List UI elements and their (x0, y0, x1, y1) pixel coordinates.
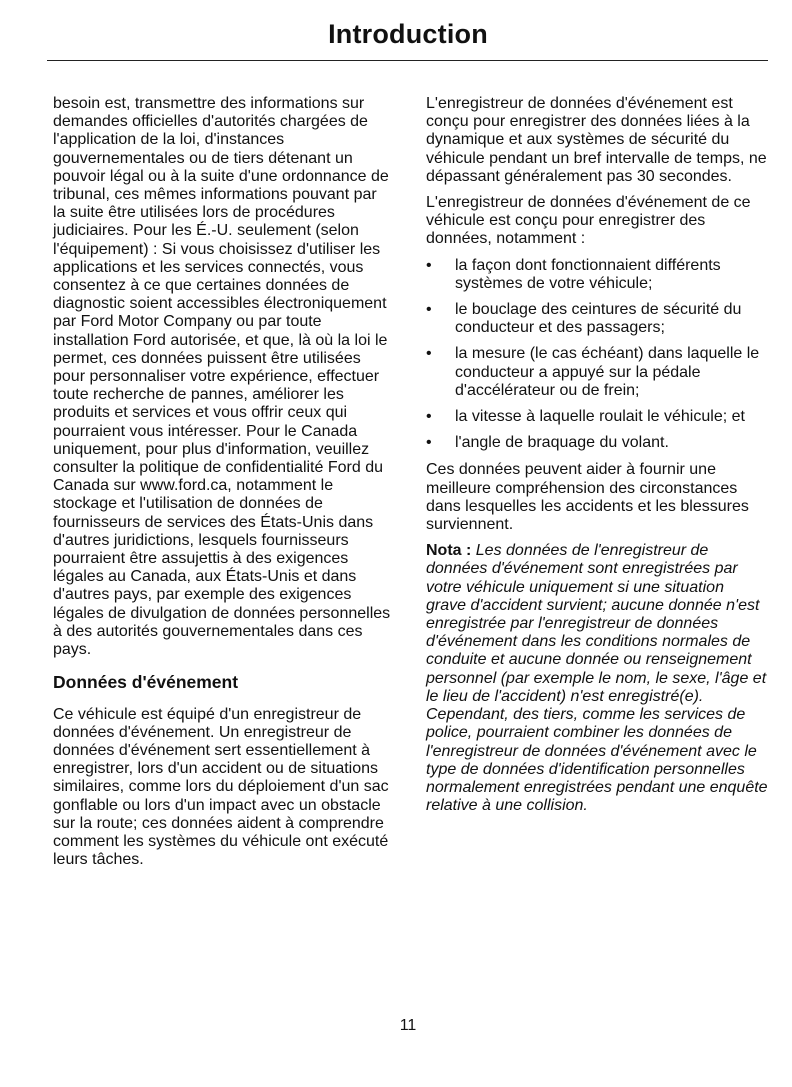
page-title: Introduction (328, 19, 488, 49)
list-item-text: la vitesse à laquelle roulait le véhicule; et (455, 408, 745, 426)
recorded-data-list (426, 257, 768, 453)
list-item (426, 301, 768, 337)
paragraph-recording-window: L'enregistreur de données d'événement est conçu pour enregistrer des données liées à la dynamique et aux systèmes de sécurité du véhicule pendant un bref intervalle de temps, ne dépassant généralement pas 30 secondes. (426, 95, 767, 185)
note-text: Les données de l'enregistreur de données d'événement sont enregistrées par votre véhicule uniquement si une situation grave d'accident survient; aucune donnée n'est enregistrée par l'enregistreur de données d'événement dans les conditions normales de conduite et aucune donnée ou renseignement personnel (par exemple le nom, le sexe, l'âge et le lieu de l'accident) n'est enregistré(e). Cependant, des tiers, comme les services de police, pourraient combiner les données de l'enregistreur de données d'événement avec le type de données d'identification personnelles normalement enregistrées pendant une enquête relative à une collision. (426, 542, 768, 815)
bullet-icon: • (426, 256, 432, 274)
list-item (426, 408, 768, 426)
list-item-text: l'angle de braquage du volant. (455, 434, 669, 452)
section-heading: Données d'événement (53, 672, 239, 693)
right-column (426, 95, 768, 823)
list-item (426, 434, 768, 452)
bullet-icon: • (426, 301, 432, 319)
page-number: 11 (399, 1017, 417, 1034)
list-item (426, 257, 768, 293)
list-item (426, 345, 768, 400)
list-item-text: le bouclage des ceintures de sécurité du conducteur et des passagers; (455, 301, 742, 337)
paragraph-understanding: Ces données peuvent aider à fournir une meilleure compréhension des circonstances dans lesquelles les accidents et les blessures surviennent. (426, 461, 749, 534)
bullet-icon: • (426, 345, 432, 363)
left-column (53, 95, 393, 877)
note-label: Nota : (426, 542, 472, 560)
list-item-text: la façon dont fonctionnaient différents systèmes de votre véhicule; (455, 256, 721, 292)
list-item-text: la mesure (le cas échéant) dans laquelle le conducteur a appuyé sur la pédale d'accélérateur ou de frein; (455, 345, 760, 399)
continuation-paragraph: besoin est, transmettre des informations sur demandes officielles d'autorités chargées de l'application de la loi, d'instances gouvernementales ou de tiers détenant un pouvoir légal ou à la suite d'une ordonnance de tribunal, ces mêmes informations pouvant par la suite être utilisées lors de procédures judiciaires. Pour les É.-U. seulement (selon l'équipement) : Si vous choisissez d'utiliser les applications et les services connectés, vous consentez à ce que certaines données de diagnostic soient accessibles électroniquement par Ford Motor Company ou par toute installation Ford autorisée, et que, là où la loi le permet, ces données puissent être utilisées pour personnaliser votre expérience, effectuer toute recherche de pannes, améliorer les produits et services et vous offrir ceux qui pourraient vous intéresser. Pour le Canada uniquement, pour plus d'information, veuillez consulter la politique de confidentialité Ford du Canada sur www.ford.ca, notamment le stockage et l'utilisation de données de fournisseurs de services des États-Unis dans d'autres juridictions, lesquels fournisseurs pourraient être assujettis à des exigences légales au Canada, aux États-Unis et dans d'autres pays, par exemple des exigences légales de divulgation de données personnelles à des autorités gouvernementales dans ces pays. (53, 95, 391, 659)
header-divider (47, 60, 768, 61)
bullet-icon: • (426, 408, 432, 426)
section-paragraph: Ce véhicule est équipé d'un enregistreur de données d'événement. Un enregistreur de données d'événement sert essentiellement à enregistrer, lors d'un accident ou de situations similaires, comme lors du déploiement d'un sac gonflable ou lors d'un impact avec un obstacle sur la route; ces données aident à comprendre comment les systèmes du véhicule ont exécuté leurs tâches. (53, 705, 389, 869)
paragraph-recorded-data-intro: L'enregistreur de données d'événement de ce véhicule est conçu pour enregistrer des données, notamment : (426, 194, 751, 248)
bullet-icon: • (426, 434, 432, 452)
note (426, 542, 768, 815)
